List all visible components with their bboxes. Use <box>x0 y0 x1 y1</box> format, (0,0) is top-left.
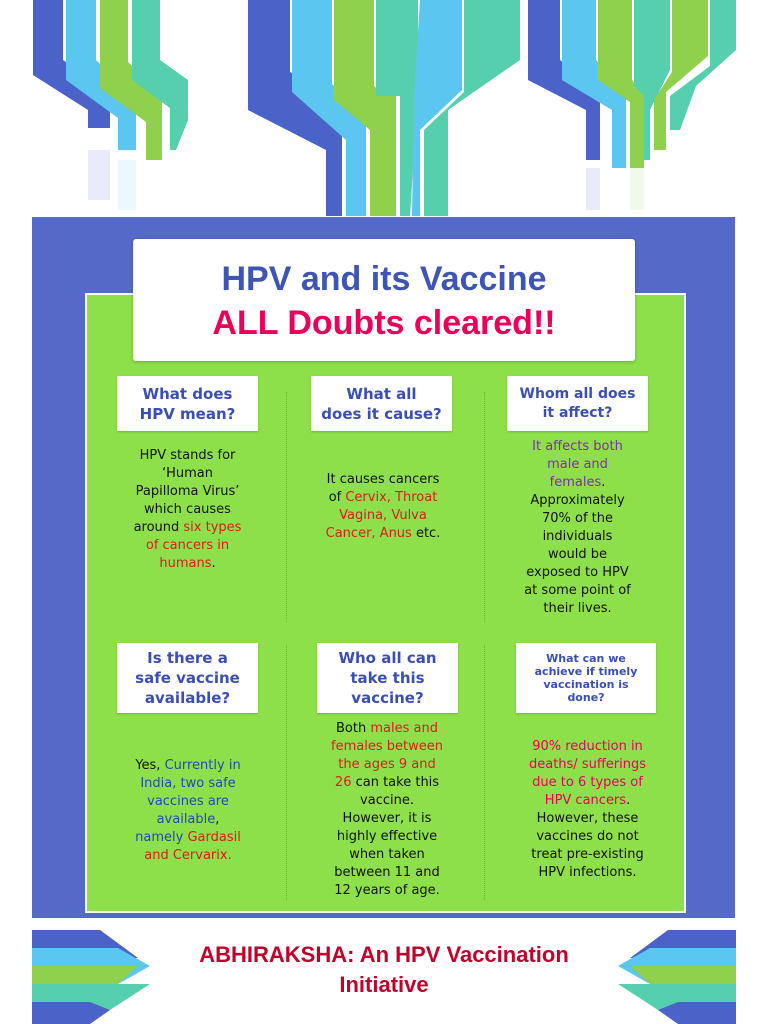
answer-line: vaccines do not <box>536 829 639 844</box>
answer-line: their lives. <box>543 601 612 616</box>
answer-line: which causes <box>144 502 231 517</box>
answer-line: Vagina, Vulva <box>339 508 427 523</box>
answer-line: Both males and <box>336 721 438 736</box>
answer-line: treat pre-existing <box>531 847 644 862</box>
question-line: vaccination is <box>543 678 629 691</box>
question-line: safe vaccine <box>135 669 240 687</box>
answer-line: HPV infections. <box>538 865 637 880</box>
answer-line: 90% reduction in <box>532 739 643 754</box>
answer-line: 26 can take this <box>334 775 440 790</box>
answer-line: However, it is <box>342 811 432 826</box>
question-line: Is there a <box>147 649 228 667</box>
question-line: vaccine? <box>351 689 424 707</box>
answer-what-it-causes <box>303 471 463 543</box>
column-divider <box>286 392 287 622</box>
question-safe-vaccine <box>117 643 258 713</box>
question-line: available? <box>144 689 231 707</box>
footer-initiative <box>100 940 668 1000</box>
question-line: it affect? <box>542 404 613 421</box>
column-divider <box>484 392 485 622</box>
answer-line: of Cervix, Throat <box>328 490 438 505</box>
answer-line: Cancer, Anus etc. <box>325 526 441 541</box>
answer-line: namely Gardasil <box>135 830 241 845</box>
answer-line: It causes cancers <box>326 472 440 487</box>
answer-line: humans. <box>159 556 216 571</box>
question-line: take this <box>350 669 425 687</box>
question-line: What does <box>142 384 233 403</box>
answer-timely-vaccination <box>505 738 670 882</box>
question-line: What can we <box>546 652 626 665</box>
page-title: HPV and its Vaccine <box>221 260 547 298</box>
answer-line: would be <box>547 547 608 562</box>
question-line: achieve if timely <box>534 665 638 678</box>
answer-line: available, <box>156 812 220 827</box>
answer-line: Approximately <box>530 493 625 508</box>
question-line: Whom all does <box>519 385 636 402</box>
answer-line: highly effective <box>336 829 438 844</box>
answer-line: and Cervarix. <box>144 848 232 863</box>
column-divider <box>286 645 287 900</box>
answer-line: India, two safe <box>140 776 236 791</box>
question-timely-vaccination <box>516 643 656 713</box>
answer-line: the ages 9 and <box>338 757 436 772</box>
question-line: done? <box>567 691 605 704</box>
answer-line: It affects both <box>532 439 623 454</box>
question-whom-it-affects <box>507 376 648 431</box>
answer-line: male and <box>547 457 608 472</box>
answer-line: between 11 and <box>334 865 440 880</box>
answer-line: exposed to HPV <box>526 565 629 580</box>
answer-line: 70% of the <box>541 511 614 526</box>
page-subtitle: ALL Doubts cleared!! <box>212 304 556 342</box>
answer-line: vaccine. <box>360 793 414 808</box>
answer-line: around six types <box>133 520 242 535</box>
answer-whom-it-affects <box>500 438 655 618</box>
answer-hpv-meaning <box>110 447 265 573</box>
title-box <box>133 239 635 361</box>
column-divider <box>484 645 485 900</box>
answer-line: However, these <box>536 811 639 826</box>
question-line: Who all can <box>338 649 437 667</box>
answer-line: vaccines are <box>147 794 229 809</box>
question-what-it-causes <box>311 376 452 431</box>
answer-line: Papilloma Virus’ <box>135 484 240 499</box>
answer-line: deaths/ sufferings <box>528 757 647 772</box>
answer-line: HPV stands for <box>139 448 236 463</box>
answer-line: individuals <box>542 529 613 544</box>
answer-line: 12 years of age. <box>334 883 440 898</box>
question-hpv-meaning <box>117 376 258 431</box>
top-funnel-decoration <box>0 0 768 220</box>
answer-line: at some point of <box>524 583 631 598</box>
answer-line: females. <box>549 475 606 490</box>
question-line: What all <box>346 384 417 403</box>
answer-line: ‘Human <box>161 466 214 481</box>
answer-line: of cancers in <box>145 538 230 553</box>
question-line: does it cause? <box>321 404 442 423</box>
answer-line: due to 6 types of <box>532 775 643 790</box>
answer-safe-vaccine <box>108 757 268 865</box>
answer-line: HPV cancers. <box>544 793 631 808</box>
answer-line: Yes, Currently in <box>135 758 241 773</box>
question-who-can-take <box>317 643 458 713</box>
question-line: HPV mean? <box>139 404 236 423</box>
answer-line: females between <box>331 739 443 754</box>
answer-line: when taken <box>349 847 425 862</box>
footer-line: ABHIRAKSHA: An HPV Vaccination <box>199 942 569 967</box>
footer-line: Initiative <box>339 972 429 997</box>
answer-who-can-take <box>307 720 467 900</box>
